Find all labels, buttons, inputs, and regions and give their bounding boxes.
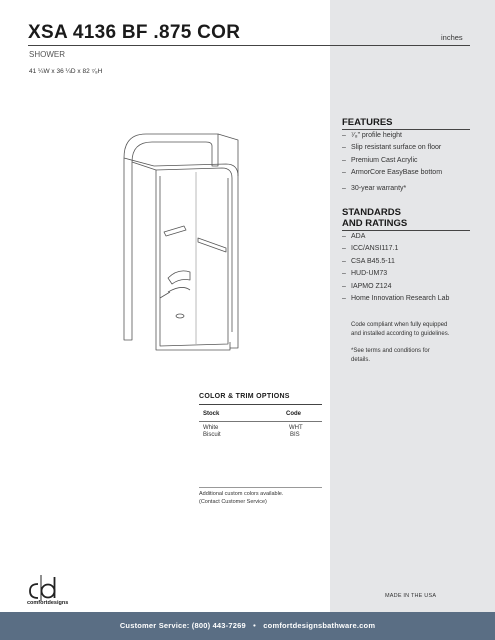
logo-wordmark: comfortdesigns bbox=[27, 600, 69, 606]
list-item: – ADA bbox=[342, 233, 366, 240]
title-divider bbox=[28, 45, 470, 46]
custom-colors-note: Additional custom colors available. (Contact Customer Service) bbox=[199, 491, 284, 505]
customer-service-text: Customer Service: (800) 443-7269 bbox=[119, 621, 246, 630]
product-title: XSA 4136 BF .875 COR bbox=[28, 22, 241, 43]
list-item: – Premium Cast Acrylic bbox=[342, 156, 418, 164]
color-trim-divider bbox=[199, 404, 322, 405]
features-list bbox=[342, 130, 442, 195]
terms-note: *See terms and conditions for details. bbox=[351, 348, 430, 363]
table-row-stock: White bbox=[203, 425, 219, 431]
list-item: – 30-year warranty* bbox=[342, 184, 407, 192]
list-item: – HUD-UM73 bbox=[342, 270, 388, 278]
code-compliance-note: Code compliant when fully equipped and installed according to guidelines. bbox=[351, 322, 450, 337]
table-row-stock: Biscuit bbox=[203, 432, 221, 438]
list-item: – CSA B45.5-11 bbox=[342, 257, 395, 265]
standards-heading: STANDARDS AND RATINGS bbox=[342, 207, 408, 229]
list-item: – ICC/ANSI117.1 bbox=[342, 245, 399, 253]
list-item: – ArmorCore EasyBase bottom bbox=[342, 169, 443, 177]
website-link[interactable]: comfortdesignsbathware.com bbox=[263, 621, 376, 630]
footer-bar bbox=[0, 612, 495, 640]
product-category: SHOWER bbox=[29, 50, 65, 59]
table-header-divider bbox=[199, 421, 322, 422]
made-in-label: MADE IN THE USA bbox=[385, 593, 437, 599]
color-note-divider bbox=[199, 487, 322, 488]
list-item: – ⁷⁄₈” profile height bbox=[342, 132, 402, 139]
shower-line-drawing bbox=[110, 120, 270, 355]
list-item: – Slip resistant surface on floor bbox=[342, 144, 442, 152]
table-row-code: BIS bbox=[290, 432, 300, 438]
stock-column-header: Stock bbox=[203, 411, 220, 417]
code-column-header: Code bbox=[286, 411, 301, 417]
features-heading: FEATURES bbox=[342, 117, 393, 128]
right-panel bbox=[330, 0, 495, 612]
table-row-code: WHT bbox=[289, 425, 303, 431]
color-trim-heading: COLOR & TRIM OPTIONS bbox=[199, 393, 290, 400]
list-item: – IAPMO Z124 bbox=[342, 282, 392, 290]
list-item: – Home Innovation Research Lab bbox=[342, 294, 450, 302]
units-label: inches bbox=[441, 33, 463, 42]
product-dimensions: 41 ¼W x 36 ¼D x 82 ⁷⁄₈H bbox=[29, 68, 103, 75]
comfort-designs-logo bbox=[26, 571, 76, 607]
footer-separator: • bbox=[253, 621, 256, 630]
standards-list bbox=[342, 231, 449, 305]
